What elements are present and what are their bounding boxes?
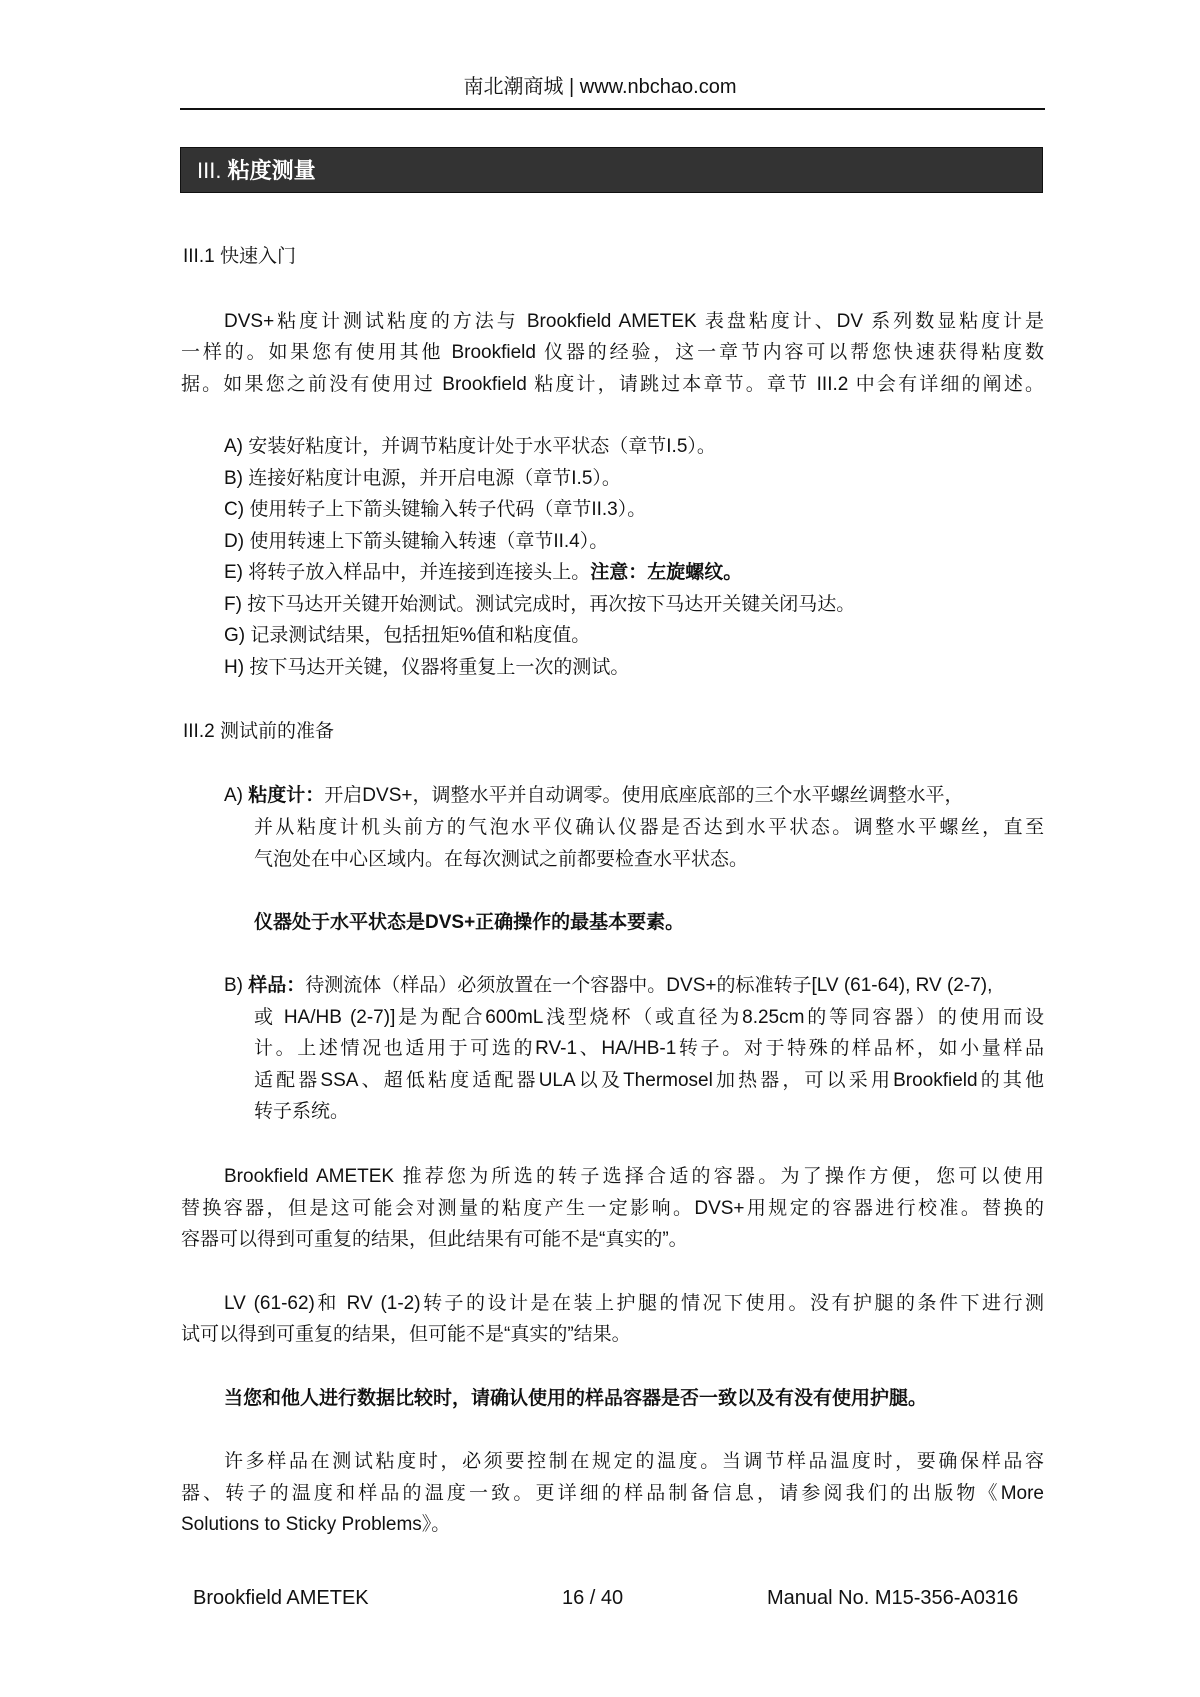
intro-line: 一样的。如果您有使用其他 Brookfield 仪器的经验，这一章节内容可以帮您快速获得粘度数 xyxy=(181,342,1044,363)
item-label: A) xyxy=(224,785,249,806)
page-number: 16 / 40 xyxy=(562,1587,624,1609)
step-note: 注意：左旋螺纹。 xyxy=(590,562,743,583)
footer-company: Brookfield AMETEK xyxy=(193,1587,369,1609)
item-label: B) xyxy=(224,975,249,996)
subsection-title: III.2 测试前的准备 xyxy=(183,721,334,742)
step-item: D) 使用转速上下箭头键输入转速（章节II.4）。 xyxy=(224,531,609,552)
step-text: E) 将转子放入样品中，并连接到连接头上。 xyxy=(224,562,591,583)
item-a-line: 并从粘度计机头前方的气泡水平仪确认仪器是否达到水平状态。调整水平螺丝，直至 xyxy=(254,817,1044,838)
item-b-line: 转子系统。 xyxy=(254,1101,350,1122)
para-line: Solutions to Sticky Problems》。 xyxy=(181,1514,451,1535)
container-note: 当您和他人进行数据比较时，请确认使用的样品容器是否一致以及有没有使用护腿。 xyxy=(224,1388,928,1409)
item-a xyxy=(224,784,963,808)
item-b xyxy=(224,974,992,998)
section-banner xyxy=(180,147,1043,193)
item-text: 待测流体（样品）必须放置在一个容器中。DVS+的标准转子[LV (61-64), RV (2-7), xyxy=(305,975,993,996)
para-line: 替换容器，但是这可能会对测量的粘度产生一定影响。DVS+用规定的容器进行校准。替换的 xyxy=(181,1198,1044,1219)
header-rule xyxy=(180,108,1045,110)
step-item: B) 连接好粘度计电源，并开启电源（章节I.5）。 xyxy=(224,468,621,489)
item-b-line: 或 HA/HB (2-7)]是为配合600mL浅型烧杯（或直径为8.25cm的等同容器）的使用而设 xyxy=(254,1007,1044,1028)
para-line: 容器可以得到可重复的结果，但此结果有可能不是“真实的”。 xyxy=(181,1229,688,1250)
step-item: G) 记录测试结果，包括扭矩%值和粘度值。 xyxy=(224,625,591,646)
item-a-line: 气泡处在中心区域内。在每次测试之前都要检查水平状态。 xyxy=(254,849,749,870)
step-item: C) 使用转子上下箭头键输入转子代码（章节II.3）。 xyxy=(224,499,647,520)
step-item: H) 按下马达开关键，仪器将重复上一次的测试。 xyxy=(224,657,630,678)
level-note: 仪器处于水平状态是DVS+正确操作的最基本要素。 xyxy=(254,912,685,933)
para-line: Brookfield AMETEK 推荐您为所选的转子选择合适的容器。为了操作方便，您可以使用 xyxy=(224,1166,1044,1187)
item-bold: 样品： xyxy=(248,975,306,996)
item-text: 开启DVS+，调整水平并自动调零。使用底座底部的三个水平螺丝调整水平， xyxy=(324,785,964,806)
para-line: 试可以得到可重复的结果，但可能不是“真实的”结果。 xyxy=(181,1324,631,1345)
step-item: F) 按下马达开关键开始测试。测试完成时，再次按下马达开关键关闭马达。 xyxy=(224,594,856,615)
page-header: 南北潮商城 | www.nbchao.com xyxy=(463,76,737,98)
step-item: A) 安装好粘度计，并调节粘度计处于水平状态（章节I.5）。 xyxy=(224,436,716,457)
intro-line: 据。如果您之前没有使用过 Brookfield 粘度计，请跳过本章节。章节 III.2 中会有详细的阐述。 xyxy=(181,374,1044,395)
para-line: LV (61-62)和 RV (1-2)转子的设计是在装上护腿的情况下使用。没有护腿的条件下进行测 xyxy=(224,1293,1044,1314)
item-b-line: 计。上述情况也适用于可选的RV-1、HA/HB-1转子。对于特殊的样品杯，如小量样品 xyxy=(254,1038,1044,1059)
section-title: 粘度测量 xyxy=(227,158,316,183)
manual-number: Manual No. M15-356-A0316 xyxy=(767,1587,1019,1609)
para-line: 许多样品在测试粘度时，必须要控制在规定的温度。当调节样品温度时，要确保样品容 xyxy=(224,1451,1044,1472)
step-item xyxy=(224,561,742,585)
section-number: III. xyxy=(197,158,222,183)
intro-line: DVS+粘度计测试粘度的方法与 Brookfield AMETEK 表盘粘度计、DV 系列数显粘度计是 xyxy=(224,311,1044,332)
subsection-title: III.1 快速入门 xyxy=(183,246,296,267)
item-bold: 粘度计： xyxy=(248,785,325,806)
item-b-line: 适配器SSA、超低粘度适配器ULA以及Thermosel加热器，可以采用Brookfield的其他 xyxy=(254,1070,1044,1091)
para-line: 器、转子的温度和样品的温度一致。更详细的样品制备信息，请参阅我们的出版物《More xyxy=(181,1483,1044,1504)
